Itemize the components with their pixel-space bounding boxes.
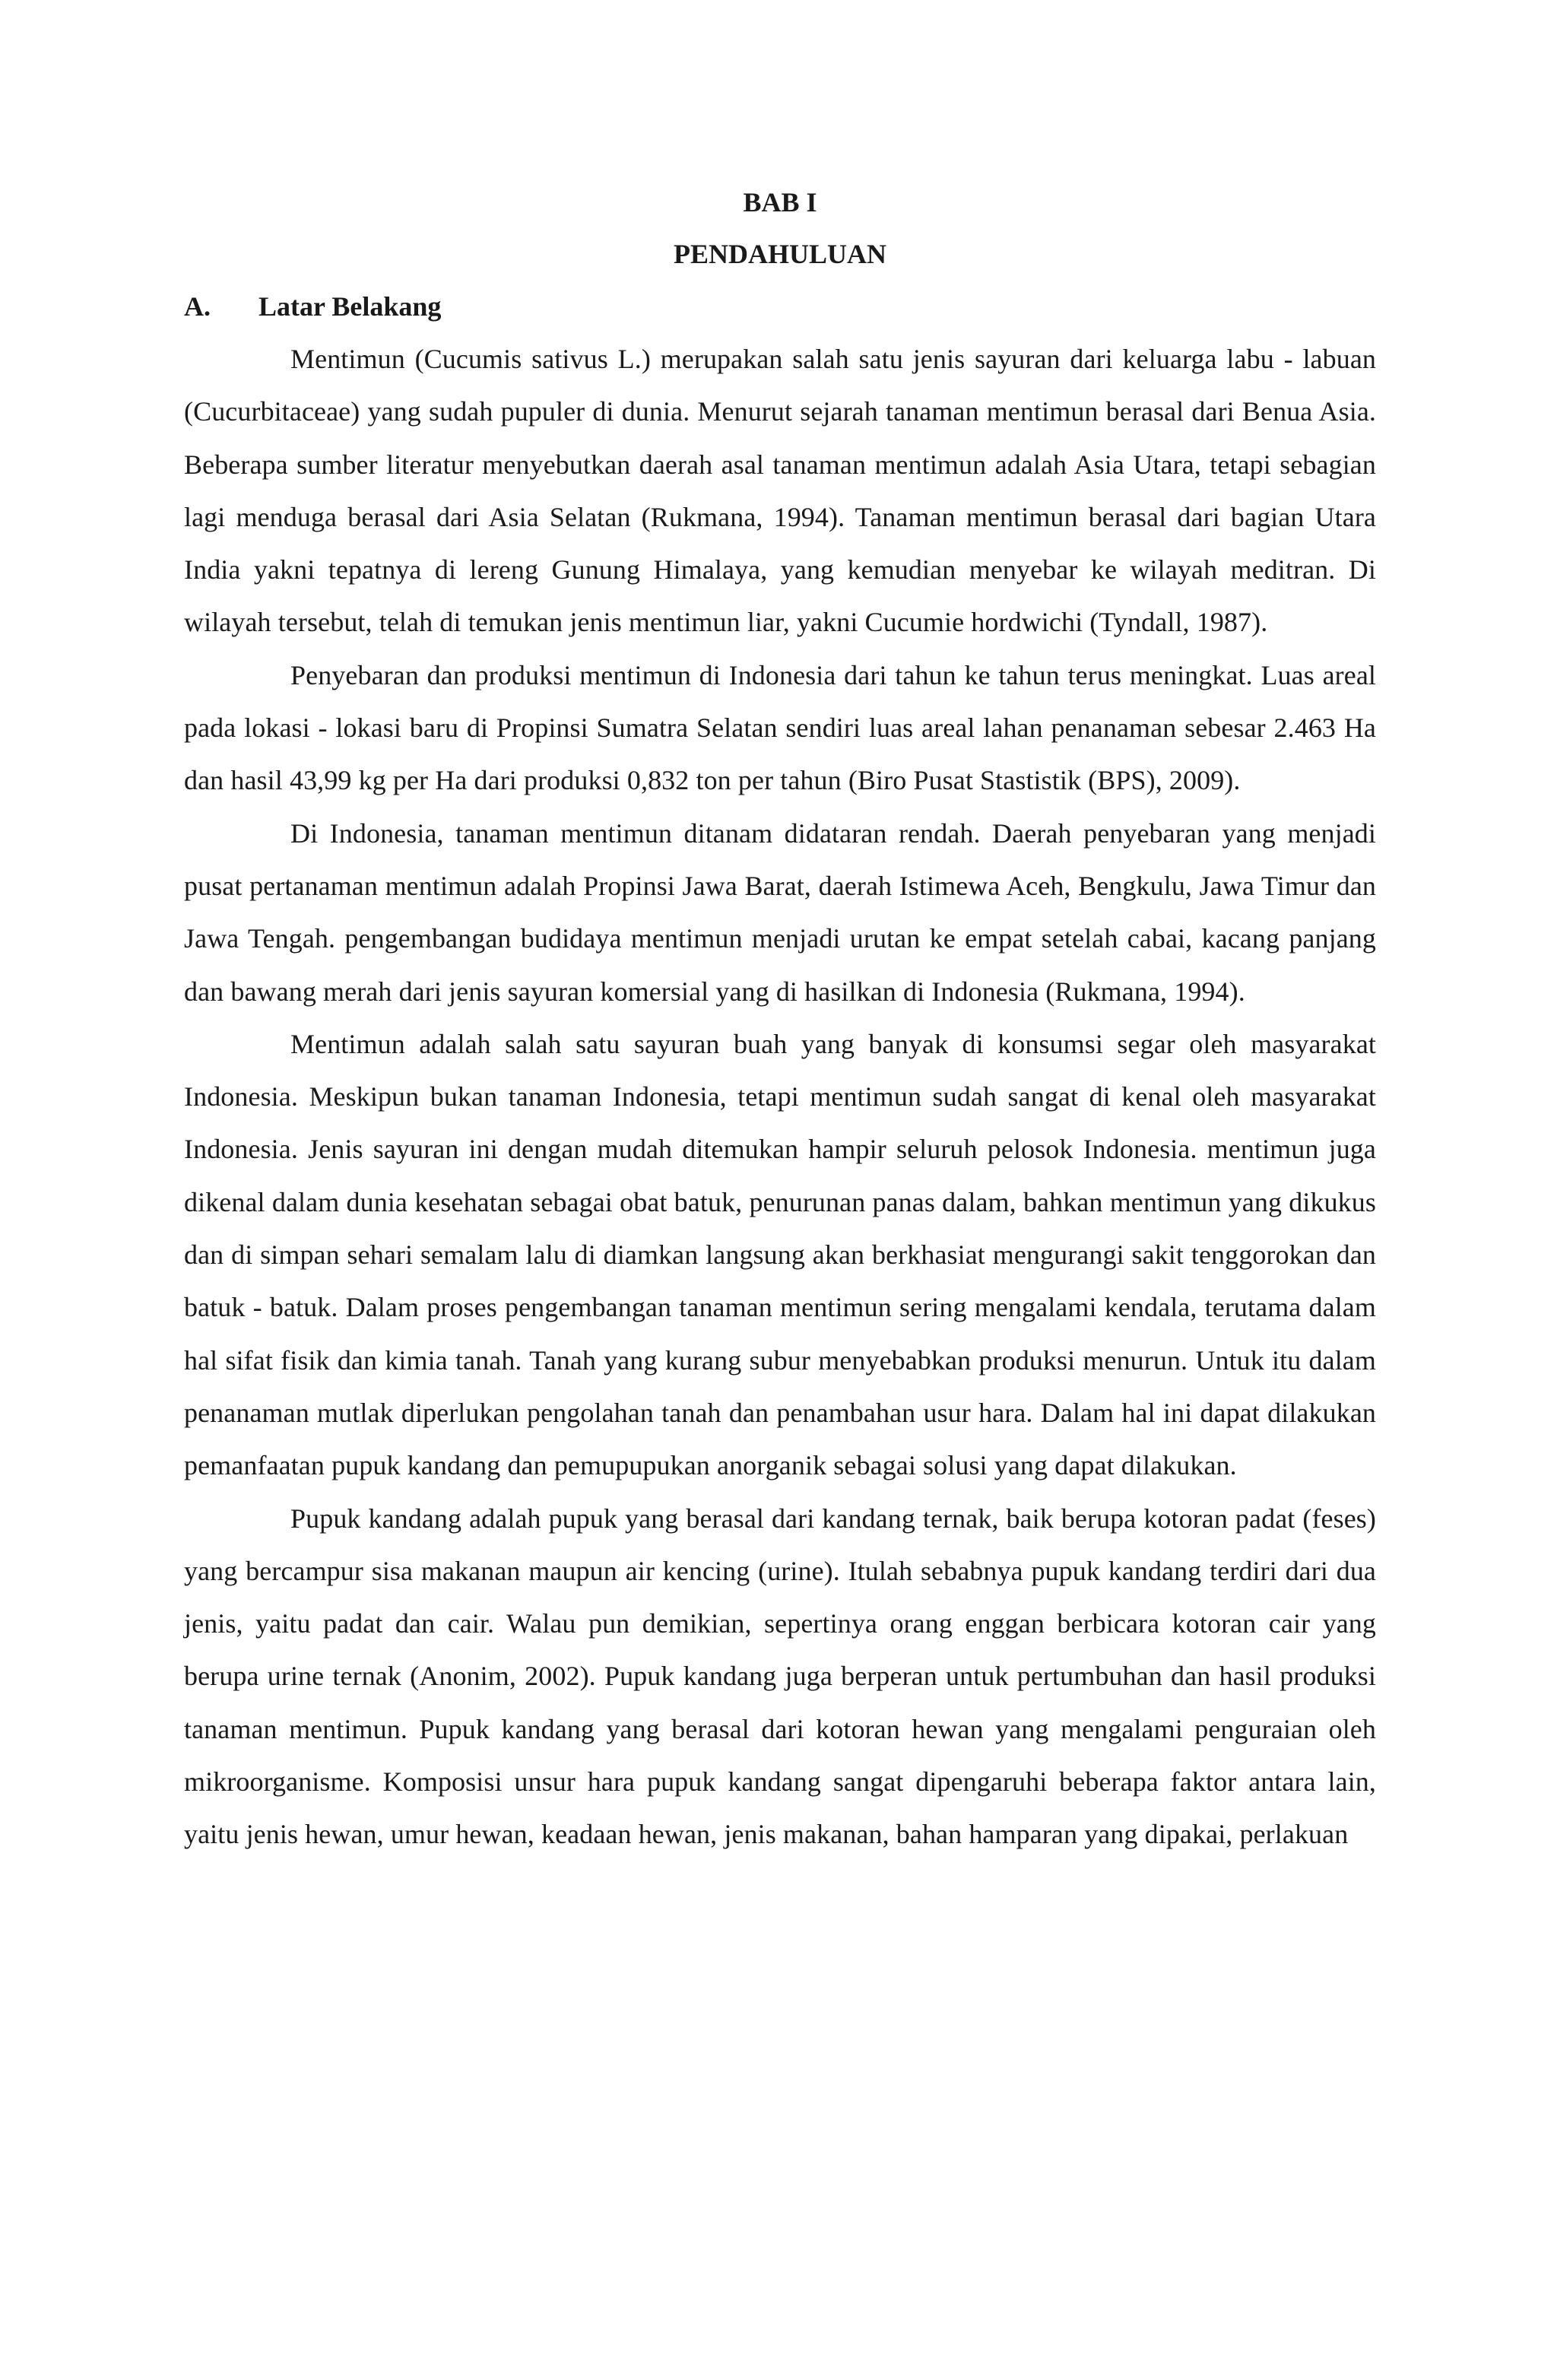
paragraph-5: Pupuk kandang adalah pupuk yang berasal dari kandang ternak, baik berupa kotoran padat (feses) yang bercampur sisa makanan maupun air kencing (urine). Itulah sebabnya pupuk kandang terdiri dari dua jenis, yaitu padat dan cair. Walau pun demikian, sepertinya orang enggan berbicara kotoran cair yang berupa urine ternak (Anonim, 2002). Pupuk kandang juga berperan untuk pertumbuhan dan hasil produksi tanaman mentimun. Pupuk kandang yang berasal dari kotoran hewan yang mengalami penguraian oleh mikroorganisme. Komposisi unsur hara pupuk kandang sangat dipengaruhi beberapa faktor antara lain, yaitu jenis hewan, umur hewan, keadaan hewan, jenis makanan, bahan hamparan yang dipakai, perlakuan [184,1503,1376,1850]
paragraph-3: Di Indonesia, tanaman mentimun ditanam didataran rendah. Daerah penyebaran yang menjadi pusat pertanaman mentimun adalah Propinsi Jawa Barat, daerah Istimewa Aceh, Bengkulu, Jawa Timur dan Jawa Tengah. pengembangan budidaya mentimun menjadi urutan ke empat setelah cabai, kacang panjang dan bawang merah dari jenis sayuran komersial yang di hasilkan di Indonesia (Rukmana, 1994). [184,817,1376,1007]
section-title: Latar Belakang [258,291,442,322]
section-heading [184,280,1376,333]
paragraph-1: Mentimun (Cucumis sativus L.) merupakan salah satu jenis sayuran dari keluarga labu - labuan (Cucurbitaceae) yang sudah pupuler di dunia. Menurut sejarah tanaman mentimun berasal dari Benua Asia. Beberapa sumber literatur menyebutkan daerah asal tanaman mentimun adalah Asia Utara, tetapi sebagian lagi menduga berasal dari Asia Selatan (Rukmana, 1994). Tanaman mentimun berasal dari bagian Utara India yakni tepatnya di lereng Gunung Himalaya, yang kemudian menyebar ke wilayah meditran. Di wilayah tersebut, telah di temukan jenis mentimun liar, yakni Cucumie hordwichi (Tyndall, 1987). [184,344,1376,638]
section-number: A. [184,291,211,322]
chapter-title: PENDAHULUAN [673,239,886,269]
chapter-label: BAB I [743,187,817,217]
paragraph-4: Mentimun adalah salah satu sayuran buah yang banyak di konsumsi segar oleh masyarakat Indonesia. Meskipun bukan tanaman Indonesia, tetapi mentimun sudah sangat di kenal oleh masyarakat Indonesia. Jenis sayuran ini dengan mudah ditemukan hampir seluruh pelosok Indonesia. mentimun juga dikenal dalam dunia kesehatan sebagai obat batuk, penurunan panas dalam, bahkan mentimun yang dikukus dan di simpan sehari semalam lalu di diamkan langsung akan berkhasiat mengurangi sakit tenggorokan dan batuk - batuk. Dalam proses pengembangan tanaman mentimun sering mengalami kendala, terutama dalam hal sifat fisik dan kimia tanah. Tanah yang kurang subur menyebabkan produksi menurun. Untuk itu dalam penanaman mutlak diperlukan pengolahan tanah dan penambahan usur hara. Dalam hal ini dapat dilakukan pemanfaatan pupuk kandang dan pemupupukan anorganik sebagai solusi yang dapat dilakukan. [184,1028,1376,1481]
paragraph-2: Penyebaran dan produksi mentimun di Indonesia dari tahun ke tahun terus meningkat. Luas areal pada lokasi - lokasi baru di Propinsi Sumatra Selatan sendiri luas areal lahan penanaman sebesar 2.463 Ha dan hasil 43,99 kg per Ha dari produksi 0,832 ton per tahun (Biro Pusat Stastistik (BPS), 2009). [184,659,1376,796]
page-content [184,176,1376,1861]
